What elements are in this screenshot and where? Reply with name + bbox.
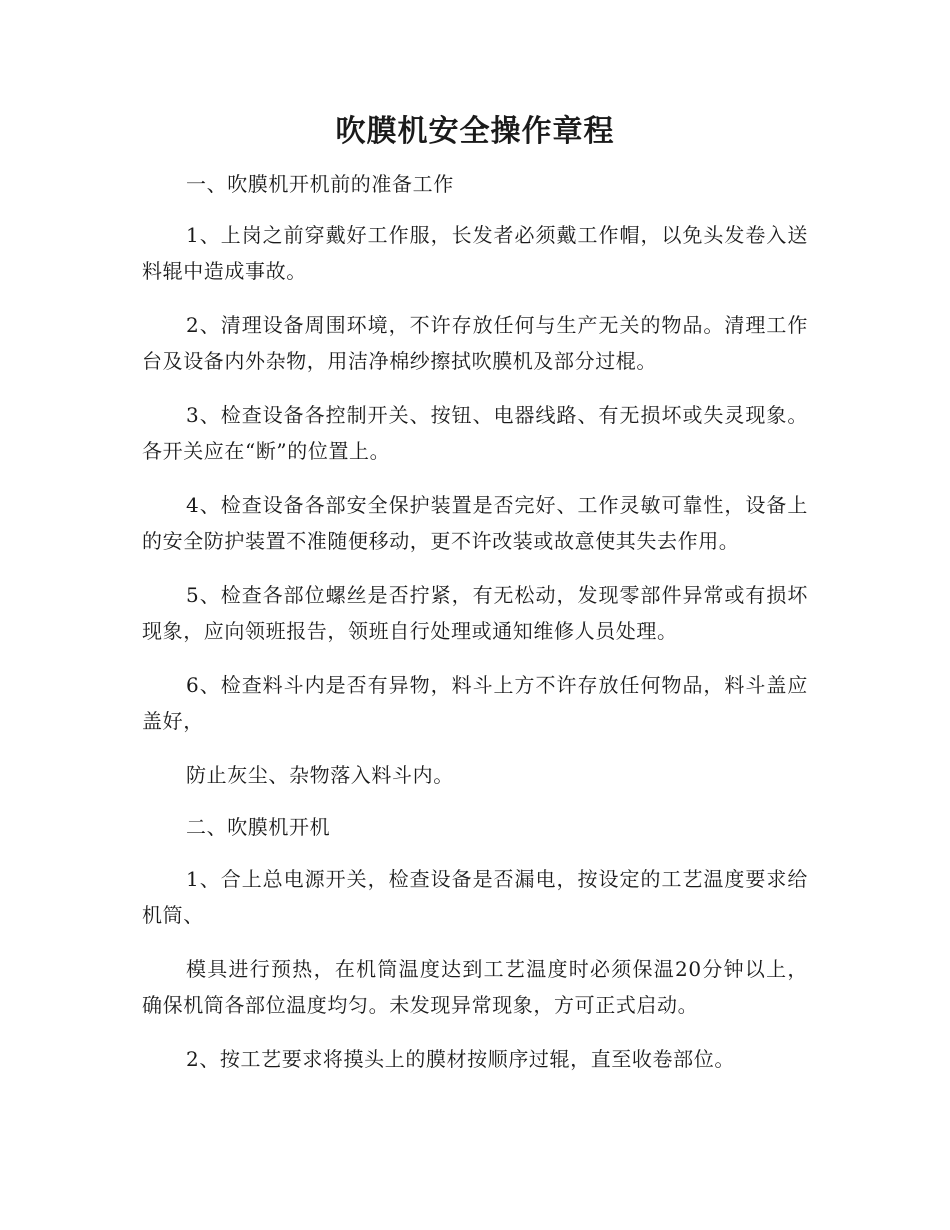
paragraph-item: 1、上岗之前穿戴好工作服，长发者必须戴工作帽，以免头发卷入送料辊中造成事故。 [142,223,808,283]
section-heading-2: 二、吹膜机开机 [186,815,331,839]
document-title: 吹膜机安全操作章程 [335,114,615,149]
paragraph-item: 1、合上总电源开关，检查设备是否漏电，按设定的工艺温度要求给机筒、 [142,867,808,927]
paragraph-item: 5、检查各部位螺丝是否拧紧，有无松动，发现零部件异常或有损坏现象，应向领班报告，领班自行处理或通知维修人员处理。 [142,583,808,643]
paragraph-item: 2、按工艺要求将摸头上的膜材按顺序过辊，直至收卷部位。 [186,1047,735,1071]
paragraph-item: 模具进行预热，在机筒温度达到工艺温度时必须保温20分钟以上，确保机筒各部位温度均匀。未发现异常现象，方可正式启动。 [142,957,808,1017]
paragraph-item: 6、检查料斗内是否有异物，料斗上方不许存放任何物品，料斗盖应盖好， [142,673,808,733]
section-heading-1: 一、吹膜机开机前的准备工作 [186,172,454,196]
paragraph-item: 2、清理设备周围环境，不许存放任何与生产无关的物品。清理工作台及设备内外杂物，用洁净棉纱擦拭吹膜机及部分过棍。 [142,313,808,373]
paragraph-item: 防止灰尘、杂物落入料斗内。 [186,763,454,787]
paragraph-item: 4、检查设备各部安全保护装置是否完好、工作灵敏可靠性，设备上的安全防护装置不准随便移动，更不许改装或故意使其失去作用。 [142,493,808,553]
paragraph-item: 3、检查设备各控制开关、按钮、电器线路、有无损坏或失灵现象。各开关应在“断”的位置上。 [142,403,808,463]
